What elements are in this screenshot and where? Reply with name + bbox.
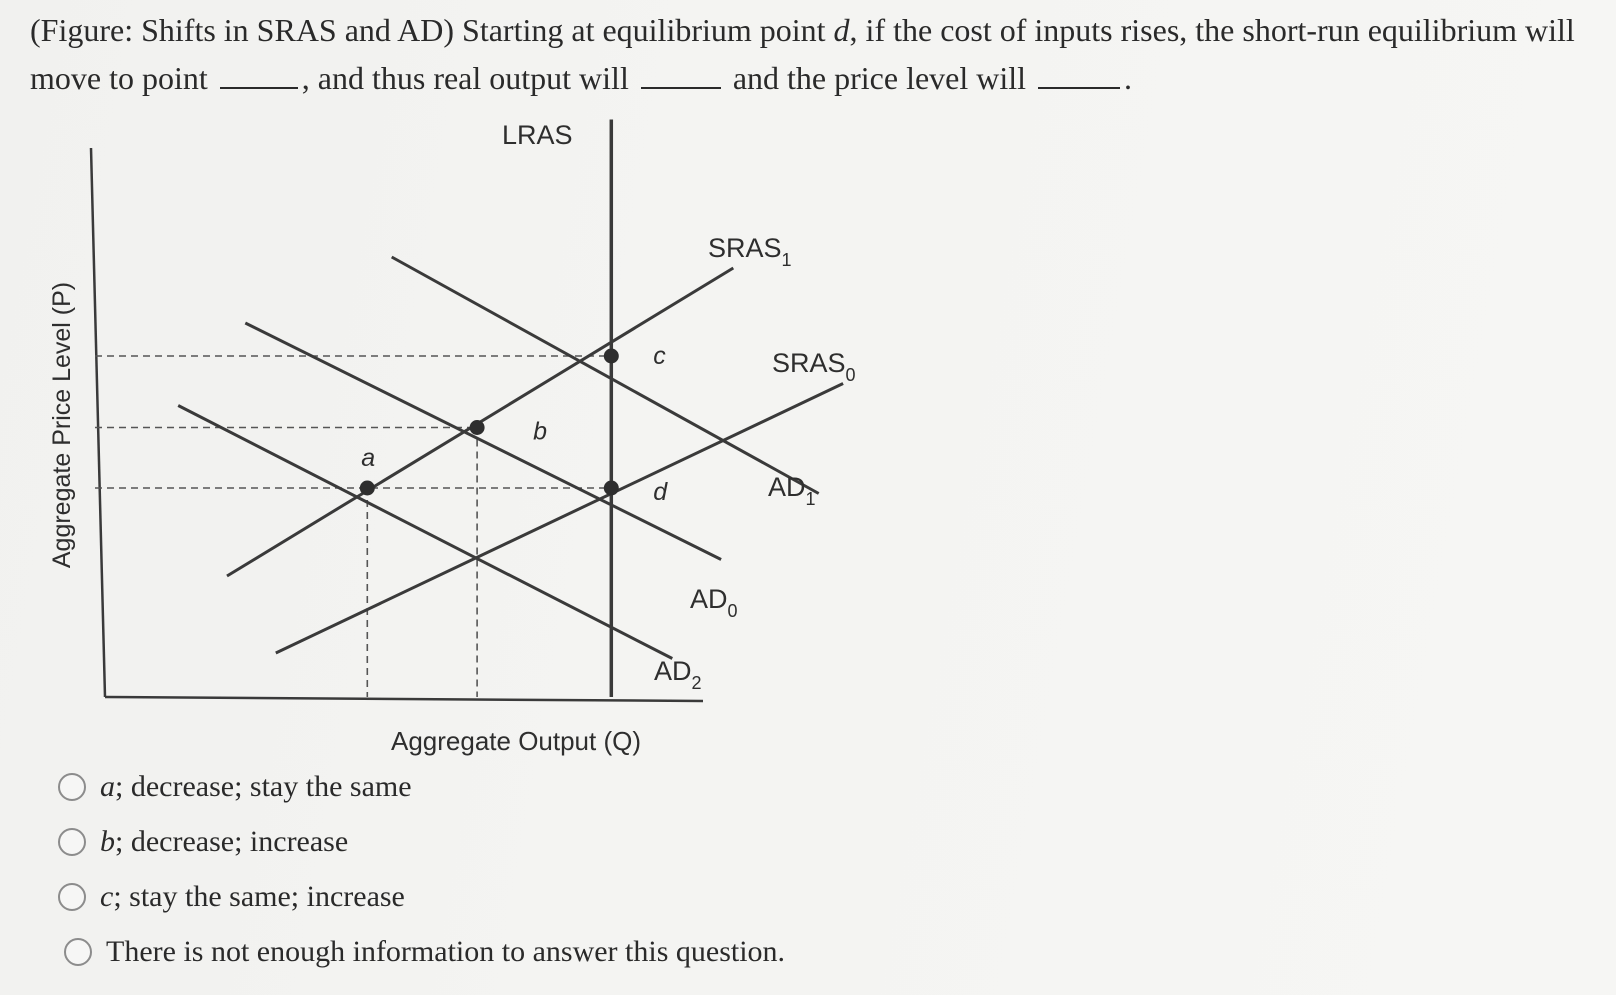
chart-reference-lines xyxy=(95,356,611,697)
label-sras1: $SRAS_1$ xyxy=(708,233,792,270)
point-d-label: d xyxy=(653,478,668,506)
label-ad0: $AD_0$ xyxy=(690,584,738,621)
point-a-marker xyxy=(360,481,375,496)
label-ad2: $AD_2$ xyxy=(654,656,702,693)
option-b-point: b xyxy=(100,825,115,858)
label-lras: LRAS xyxy=(502,120,573,150)
option-c-label: ; stay the same; increase xyxy=(113,880,405,913)
point-d-marker xyxy=(604,481,619,496)
point-b-marker xyxy=(470,420,485,435)
point-a-label: a xyxy=(361,444,376,472)
curve-sras0 xyxy=(276,384,843,654)
x-axis-label: Aggregate Output (Q) xyxy=(390,726,642,756)
option-not-enough-info-radio[interactable] xyxy=(64,938,92,966)
option-a-label: ; decrease; stay the same xyxy=(115,770,412,803)
option-not-enough-info-label: There is not enough information to answer this question. xyxy=(106,935,786,968)
option-not-enough-info[interactable] xyxy=(64,935,785,969)
option-c[interactable] xyxy=(58,880,405,914)
option-b[interactable] xyxy=(58,825,348,859)
option-c-radio[interactable] xyxy=(58,883,86,911)
curve-ad0 xyxy=(245,323,721,560)
point-b-label: b xyxy=(533,417,548,446)
option-b-radio[interactable] xyxy=(58,828,86,856)
point-c-label: c xyxy=(653,342,666,370)
y-axis-label: Aggregate Price Level (P) xyxy=(48,281,76,569)
option-a-point: a xyxy=(100,770,115,803)
question-part-4: and the price level will xyxy=(724,60,1035,96)
option-b-label: ; decrease; increase xyxy=(115,825,349,858)
curve-ad1 xyxy=(392,257,819,494)
question-part-3: , and thus real output will xyxy=(301,60,637,96)
y-axis xyxy=(91,148,105,697)
label-sras0: $SRAS_0$ xyxy=(772,348,856,385)
point-c-marker xyxy=(604,349,619,364)
chart-series xyxy=(178,120,843,698)
question-point-var: d xyxy=(833,12,850,48)
option-a-radio[interactable] xyxy=(58,773,86,801)
question-part-2: , if the cost of inputs rises, the short-run equilibrium will move to point xyxy=(30,12,1575,96)
question-part-5: . xyxy=(1124,60,1133,96)
chart-points xyxy=(360,349,619,496)
x-axis xyxy=(105,697,703,701)
option-c-point: c xyxy=(100,880,114,913)
label-ad1: $AD_1$ xyxy=(768,472,816,509)
question-part-1: (Figure: Shifts in SRAS and AD) Starting at equilibrium point xyxy=(30,12,834,48)
curve-ad2 xyxy=(178,406,672,659)
option-a[interactable] xyxy=(58,770,412,804)
